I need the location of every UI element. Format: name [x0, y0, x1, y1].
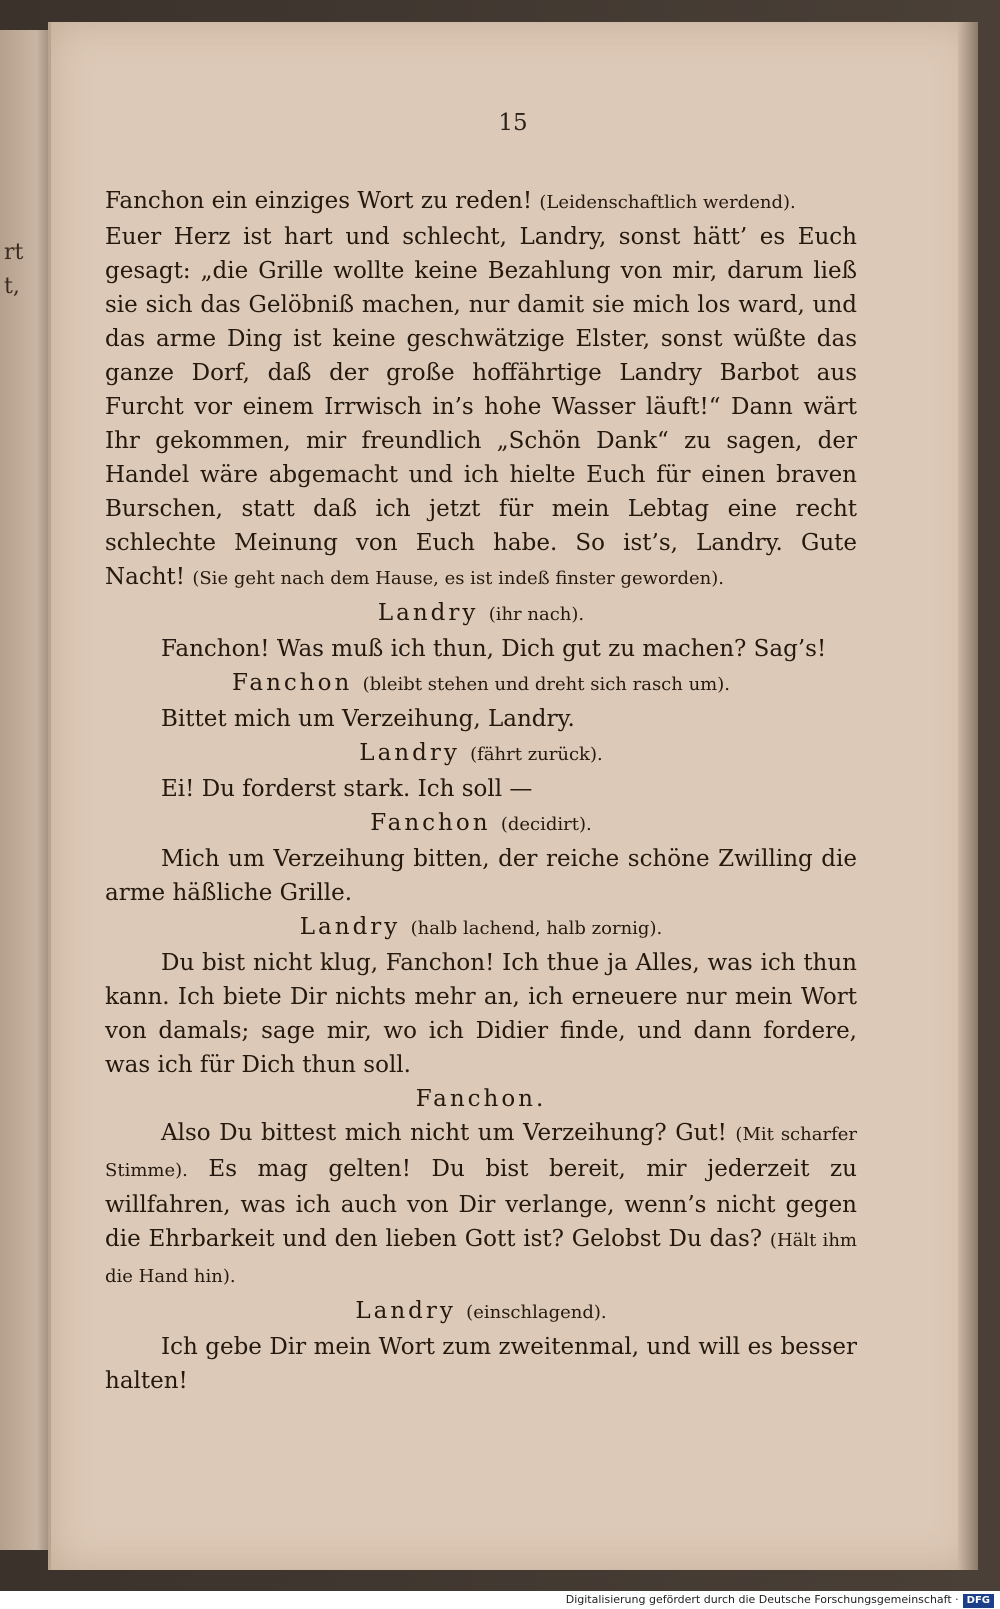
speaker-name: Landry: [299, 914, 401, 940]
dialogue-paragraph: Fanchon! Was muß ich thun, Dich gut zu machen? Sag’s!: [161, 636, 827, 662]
book-page: [48, 22, 975, 1570]
speaker-heading: [105, 806, 857, 842]
dfg-logo: DFG: [963, 1594, 994, 1608]
speaker-heading: [105, 1294, 857, 1330]
speaker-heading: [105, 736, 857, 772]
speaker-name: Fanchon: [232, 670, 353, 696]
speaker-name: Landry: [355, 1298, 456, 1324]
page-number: 15: [498, 110, 528, 136]
stage-direction: (Sie geht nach dem Hause, es ist indeß finster geworden).: [192, 568, 724, 589]
stage-direction: (fährt zurück).: [470, 744, 603, 765]
dialogue-paragraph: Ich gebe Dir mein Wort zum zweitenmal, und will es besser halten!: [105, 1334, 857, 1394]
stage-direction: (Leidenschaftlich werdend).: [539, 192, 796, 213]
page-text: [105, 184, 857, 1398]
text-paragraph: [105, 220, 857, 596]
dialogue-text: Es mag gelten! Du bist bereit, mir jederzeit zu willfahren, was ich auch von Dir verlange, wenn’s nicht gegen die Ehrbarkeit und den lieben Gott ist? Gelobst Du das?: [105, 1156, 857, 1252]
previous-page-edge: [0, 30, 54, 1550]
footer-credit: [0, 1591, 1000, 1609]
dialogue-paragraph: Ei! Du forderst stark. Ich soll —: [161, 776, 533, 802]
page-edge-shadow: [958, 22, 978, 1570]
speaker-name: Landry: [377, 600, 479, 626]
stage-direction: (halb lachend, halb zornig).: [410, 918, 663, 939]
dialogue-paragraph: Mich um Verzeihung bitten, der reiche schöne Zwilling die arme häßliche Grille.: [105, 846, 857, 906]
text-paragraph: [105, 184, 857, 220]
stage-direction: (bleibt stehen und dreht sich rasch um).: [362, 674, 730, 695]
stage-direction: (ihr nach).: [488, 604, 585, 625]
dialogue-paragraph: Bittet mich um Verzeihung, Landry.: [161, 706, 575, 732]
speaker-heading: [105, 666, 857, 702]
speaker-heading: [105, 596, 857, 632]
dialogue-text: Fanchon ein einziges Wort zu reden!: [105, 188, 540, 214]
stage-direction: (decidirt).: [500, 814, 592, 835]
footer-text: Digitalisierung gefördert durch die Deutsche Forschungsgemeinschaft ·: [565, 1593, 959, 1606]
speaker-name: Fanchon.: [415, 1086, 547, 1112]
dialogue-text: Euer Herz ist hart und schlecht, Landry, sonst hätt’ es Euch gesagt: „die Grille wollte keine Bezahlung von mir, darum ließ sie sich das Gelöbniß machen, nur damit sie mich los ward, und das arme Ding ist keine geschwätzige Elster, sonst wüßte das ganze Dorf, daß der große hoffährtige Landry Barbot aus Furcht vor einem Irrwisch in’s hohe Wasser läuft!“ Dann wärt Ihr gekommen, mir freundlich „Schön Dank“ zu sagen, der Handel wäre abgemacht und ich hielte Euch für einen braven Burschen, statt daß ich jetzt für mein Lebtag eine recht schlechte Meinung von Euch habe. So ist’s, Landry. Gute Nacht!: [105, 224, 857, 590]
speaker-name: Landry: [359, 740, 460, 766]
previous-page-fragment: t,: [4, 274, 20, 299]
dialogue-paragraph: [105, 1116, 857, 1294]
previous-page-fragment: rt: [4, 240, 24, 265]
stage-direction: (Mit scharfer Stimme).: [105, 1124, 857, 1181]
dialogue-paragraph: Du bist nicht klug, Fanchon! Ich thue ja Alles, was ich thun kann. Ich biete Dir nichts mehr an, ich erneuere nur mein Wort von damals; sage mir, wo ich Didier finde, und dann fordere, was ich für Dich thun soll.: [105, 950, 857, 1078]
speaker-name: Fanchon: [370, 810, 491, 836]
dialogue-text: Also Du bittest mich nicht um Verzeihung? Gut!: [161, 1120, 736, 1146]
speaker-heading: [105, 1082, 857, 1116]
stage-direction: (Hält ihm die Hand hin).: [105, 1230, 857, 1287]
stage-direction: (einschlagend).: [466, 1302, 607, 1323]
speaker-heading: [105, 910, 857, 946]
